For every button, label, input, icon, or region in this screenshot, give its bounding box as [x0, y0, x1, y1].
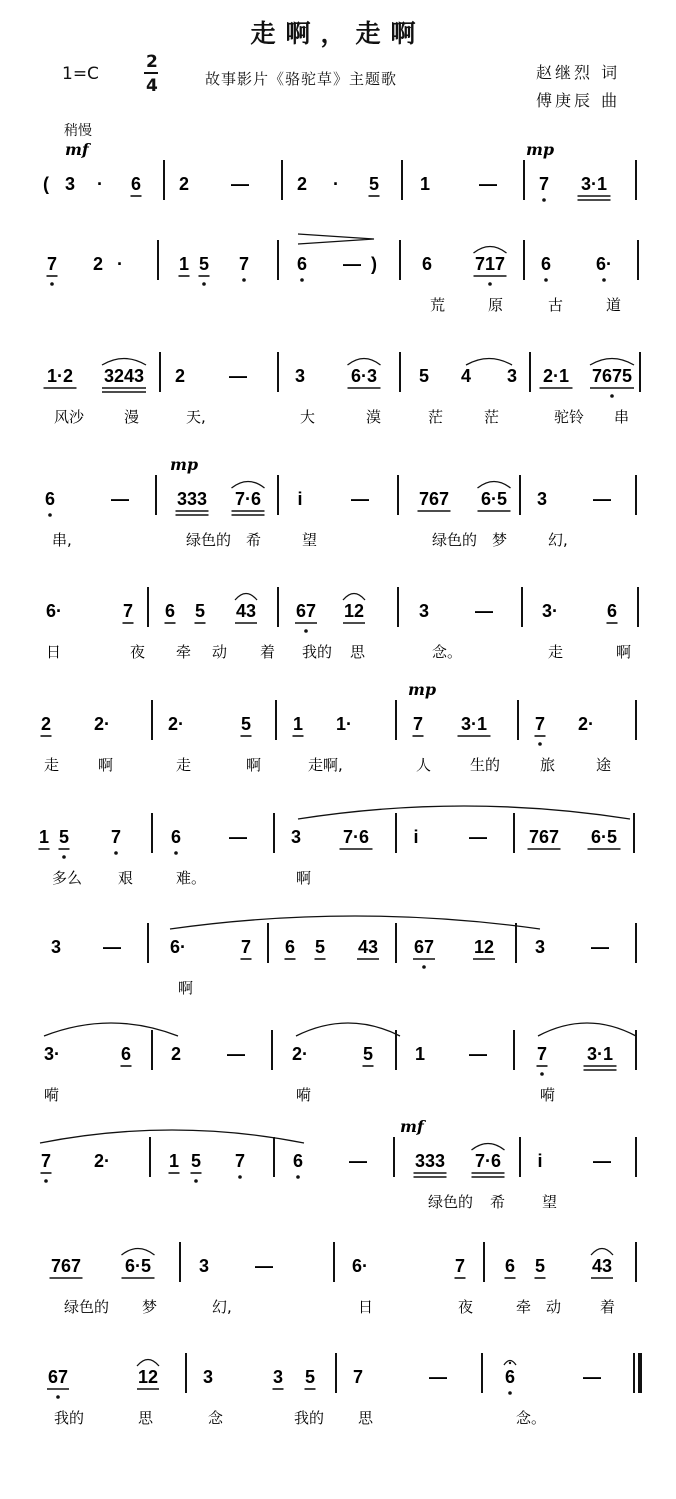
note: 5 — [362, 1044, 374, 1064]
note: 3 — [290, 827, 302, 847]
lyric: 梦 — [492, 531, 508, 549]
slur-arc — [343, 594, 365, 601]
note: 7·6 — [474, 1151, 502, 1171]
slur-arc — [232, 482, 265, 489]
note: 6·5 — [590, 827, 618, 847]
slur-arc — [102, 359, 146, 366]
lyric: 风沙 — [54, 408, 85, 426]
octave-dot — [488, 282, 492, 286]
note: 5 — [368, 174, 380, 194]
lyric: 我的 — [54, 1409, 85, 1427]
lyric: 动 — [546, 1298, 562, 1316]
lyric: 漠 — [366, 408, 382, 426]
note: 767 — [528, 827, 560, 847]
lyric: 我的 — [302, 643, 333, 661]
song-title: 走啊，走啊 — [250, 19, 426, 48]
lyric: 旅 — [540, 756, 556, 774]
octave-dot — [540, 1072, 544, 1076]
note: 5 — [194, 601, 206, 621]
note: — — [103, 937, 121, 957]
note: 2 — [92, 254, 104, 274]
note: 3 — [64, 174, 76, 194]
lyric: 啊 — [98, 756, 114, 774]
note: i — [537, 1151, 543, 1171]
composer-credit: 傅庚辰 曲 — [536, 91, 621, 110]
note: 7 — [412, 714, 424, 734]
lyric: 啊 — [296, 869, 312, 887]
note: 2· — [93, 1151, 111, 1171]
note: 7 — [234, 1151, 246, 1171]
octave-dot — [202, 282, 206, 286]
note: 2 — [40, 714, 52, 734]
lyric: 念。 — [432, 643, 463, 661]
lyric: 古 — [548, 296, 564, 314]
lyric: 着 — [260, 643, 276, 661]
note: 6 — [292, 1151, 304, 1171]
octave-dot — [44, 1179, 48, 1183]
slur-arc — [478, 482, 511, 489]
note: 6 — [296, 254, 308, 274]
note: 6 — [164, 601, 176, 621]
phrase-slur — [538, 1023, 636, 1036]
note: 767 — [50, 1256, 82, 1276]
slur-arc — [472, 1144, 505, 1151]
note: 1 — [168, 1151, 180, 1171]
note: — — [593, 1151, 611, 1171]
octave-dot — [602, 278, 606, 282]
note: 7 — [110, 827, 122, 847]
note: 43 — [235, 601, 257, 621]
lyric: 艰 — [118, 869, 134, 887]
note: 12 — [473, 937, 495, 957]
note: 6·5 — [480, 489, 508, 509]
lyric: 念。 — [516, 1409, 547, 1427]
note: 3 — [506, 366, 518, 386]
note: ( — [43, 174, 49, 194]
note: 2 — [296, 174, 308, 194]
note: 6 — [504, 1367, 516, 1387]
octave-dot — [114, 851, 118, 855]
lyric: 思 — [350, 643, 366, 661]
note: 3· — [43, 1044, 61, 1064]
note: 7 — [40, 1151, 52, 1171]
note: 5 — [304, 1367, 316, 1387]
note: 3·1 — [460, 714, 488, 734]
crescendo-hairpin — [298, 234, 374, 244]
note: 7 — [454, 1256, 466, 1276]
note: 1· — [335, 714, 353, 734]
lyric: 牵 — [516, 1298, 532, 1316]
note: 6· — [45, 601, 63, 621]
note: — — [351, 489, 369, 509]
note: 7 — [534, 714, 546, 734]
note: · — [333, 174, 339, 194]
note: 67 — [47, 1367, 69, 1387]
note: 7675 — [591, 366, 633, 386]
note: 67 — [413, 937, 435, 957]
slur-arc — [474, 247, 507, 254]
note: 6 — [540, 254, 552, 274]
time-signature-bottom: 4 — [146, 76, 158, 96]
subtitle: 故事影片《骆驼草》主题歌 — [205, 70, 398, 88]
note: 2·1 — [542, 366, 570, 386]
lyric: 念 — [208, 1409, 224, 1427]
slur-arc — [122, 1249, 155, 1256]
lyric: 漫 — [124, 408, 140, 426]
dynamic-marking: mf — [65, 140, 89, 159]
note: 6 — [130, 174, 142, 194]
note: — — [343, 254, 361, 274]
note: — — [591, 937, 609, 957]
note: 717 — [474, 254, 506, 274]
lyric: 嗬 — [296, 1086, 312, 1104]
octave-dot — [48, 513, 52, 517]
lyric: 天, — [186, 408, 206, 426]
note: — — [469, 827, 487, 847]
lyric: 走啊, — [308, 756, 343, 774]
lyric: 幻, — [548, 531, 568, 549]
lyric: 走 — [44, 756, 60, 774]
note: 6 — [120, 1044, 132, 1064]
key-signature: 1=C — [62, 64, 99, 84]
phrase-slur — [44, 1023, 178, 1036]
octave-dot — [56, 1395, 60, 1399]
phrase-slur — [298, 806, 630, 819]
note: 7 — [122, 601, 134, 621]
note: 6· — [169, 937, 187, 957]
note: 12 — [137, 1367, 159, 1387]
lyric: 大 — [300, 408, 316, 426]
note: 2· — [291, 1044, 309, 1064]
lyric: 日 — [46, 643, 62, 661]
octave-dot — [50, 282, 54, 286]
note: 2 — [174, 366, 186, 386]
note: 3 — [202, 1367, 214, 1387]
octave-dot — [194, 1179, 198, 1183]
lyric: 梦 — [142, 1298, 158, 1316]
note: 3· — [541, 601, 559, 621]
note: 3 — [534, 937, 546, 957]
octave-dot — [238, 1175, 242, 1179]
octave-dot — [610, 394, 614, 398]
lyric: 啊 — [178, 979, 194, 997]
note: 1 — [419, 174, 431, 194]
lyric: 途 — [596, 756, 612, 774]
lyric: 望 — [302, 531, 318, 549]
note: 5 — [198, 254, 210, 274]
note: 43 — [357, 937, 379, 957]
note: — — [593, 489, 611, 509]
phrase-slur — [296, 1023, 400, 1036]
lyric: 多么 — [52, 869, 83, 887]
note: 7·6 — [234, 489, 262, 509]
note: — — [583, 1367, 601, 1387]
note: 3 — [294, 366, 306, 386]
note: — — [111, 489, 129, 509]
lyric: 思 — [138, 1409, 154, 1427]
lyric: 夜 — [458, 1298, 474, 1316]
slur-arc — [137, 1360, 159, 1367]
note: 5 — [240, 714, 252, 734]
note: — — [227, 1044, 245, 1064]
octave-dot — [508, 1391, 512, 1395]
note: 333 — [414, 1151, 446, 1171]
dynamic-marking: mp — [170, 455, 199, 474]
note: 6·5 — [124, 1256, 152, 1276]
lyric: 人 — [416, 756, 432, 774]
note: 1 — [292, 714, 304, 734]
note: 5 — [534, 1256, 546, 1276]
lyric: 生的 — [470, 756, 501, 774]
note: — — [229, 366, 247, 386]
slur-arc — [348, 359, 381, 366]
note: 2 — [170, 1044, 182, 1064]
note: 2 — [178, 174, 190, 194]
octave-dot — [296, 1175, 300, 1179]
lyric: 原 — [488, 296, 504, 314]
lyric: 绿色的 — [428, 1193, 474, 1211]
note: 6 — [421, 254, 433, 274]
dynamic-marking: mp — [526, 140, 555, 159]
note: i — [413, 827, 419, 847]
lyric: 夜 — [130, 643, 146, 661]
note: 333 — [176, 489, 208, 509]
lyric: 望 — [542, 1193, 558, 1211]
lyric: 绿色的 — [432, 531, 478, 549]
note: 3 — [536, 489, 548, 509]
lyric: 荒 — [430, 296, 446, 314]
octave-dot — [542, 198, 546, 202]
fermata-dot — [509, 1362, 511, 1364]
note: 5 — [190, 1151, 202, 1171]
note: 7 — [536, 1044, 548, 1064]
dynamic-marking: mf — [400, 1117, 424, 1136]
note: 2· — [577, 714, 595, 734]
note: 6·3 — [350, 366, 378, 386]
lyric: 日 — [358, 1298, 374, 1316]
octave-dot — [300, 278, 304, 282]
lyricist-credit: 赵继烈 词 — [536, 63, 621, 82]
lyric: 绿色的 — [186, 531, 232, 549]
note: 6 — [504, 1256, 516, 1276]
note: 12 — [343, 601, 365, 621]
note: 6· — [351, 1256, 369, 1276]
note: 7 — [538, 174, 550, 194]
note: · — [117, 254, 123, 274]
slur-arc — [235, 594, 257, 601]
tie-arc — [466, 359, 512, 366]
lyric: 驼铃 — [554, 408, 585, 426]
note: — — [349, 1151, 367, 1171]
note: 5 — [418, 366, 430, 386]
note: 3 — [198, 1256, 210, 1276]
note: 3·1 — [580, 174, 608, 194]
note: — — [479, 174, 497, 194]
note: 2· — [93, 714, 111, 734]
note: 7 — [238, 254, 250, 274]
lyric: 嗬 — [44, 1086, 60, 1104]
note: 7·6 — [342, 827, 370, 847]
lyric: 串 — [614, 408, 630, 426]
dynamic-marking: mp — [408, 680, 437, 699]
note: — — [255, 1256, 273, 1276]
note: 7 — [240, 937, 252, 957]
note: 767 — [418, 489, 450, 509]
lyric: 道 — [606, 296, 622, 314]
slur-arc — [590, 359, 634, 366]
lyric: 绿色的 — [64, 1298, 110, 1316]
octave-dot — [62, 855, 66, 859]
lyric: 动 — [212, 643, 228, 661]
lyric: 希 — [246, 531, 262, 549]
note: 3 — [50, 937, 62, 957]
note: 6 — [606, 601, 618, 621]
note: 7 — [352, 1367, 364, 1387]
octave-dot — [422, 965, 426, 969]
phrase-slur — [40, 1130, 304, 1143]
lyric: 思 — [358, 1409, 374, 1427]
lyric: 牵 — [176, 643, 192, 661]
note: 67 — [295, 601, 317, 621]
note: 3 — [418, 601, 430, 621]
lyric: 嗬 — [540, 1086, 556, 1104]
time-signature-top: 2 — [146, 52, 158, 72]
note: · — [97, 174, 103, 194]
note: 5 — [58, 827, 70, 847]
lyric: 串, — [52, 531, 72, 549]
note: 5 — [314, 937, 326, 957]
octave-dot — [242, 278, 246, 282]
note: 3243 — [103, 366, 145, 386]
note: 6· — [595, 254, 613, 274]
note: — — [469, 1044, 487, 1064]
note: — — [475, 601, 493, 621]
note: 1 — [414, 1044, 426, 1064]
note: 2· — [167, 714, 185, 734]
note: 7 — [46, 254, 58, 274]
octave-dot — [538, 742, 542, 746]
note: 3 — [272, 1367, 284, 1387]
lyric: 茫 — [428, 408, 444, 426]
note: ) — [371, 254, 377, 274]
note: — — [429, 1367, 447, 1387]
note: — — [229, 827, 247, 847]
lyric: 茫 — [484, 408, 500, 426]
lyric: 我的 — [294, 1409, 325, 1427]
note: 6 — [170, 827, 182, 847]
lyric: 幻, — [212, 1298, 232, 1316]
lyric: 啊 — [246, 756, 262, 774]
octave-dot — [544, 278, 548, 282]
note: 6 — [44, 489, 56, 509]
lyric: 着 — [600, 1298, 616, 1316]
lyric: 走 — [548, 643, 564, 661]
note: 1·2 — [46, 366, 74, 386]
octave-dot — [174, 851, 178, 855]
lyric: 啊 — [616, 643, 632, 661]
note: 1 — [178, 254, 190, 274]
lyric: 走 — [176, 756, 192, 774]
octave-dot — [304, 629, 308, 633]
lyric: 难。 — [176, 869, 207, 887]
tempo-marking: 稍慢 — [64, 123, 92, 139]
note: 6 — [284, 937, 296, 957]
phrase-slur — [170, 916, 540, 929]
note: 43 — [591, 1256, 613, 1276]
note: 4 — [460, 366, 472, 386]
note: 1 — [38, 827, 50, 847]
note: 3·1 — [586, 1044, 614, 1064]
slur-arc — [591, 1249, 613, 1256]
note: i — [297, 489, 303, 509]
note: — — [231, 174, 249, 194]
lyric: 希 — [490, 1193, 506, 1211]
